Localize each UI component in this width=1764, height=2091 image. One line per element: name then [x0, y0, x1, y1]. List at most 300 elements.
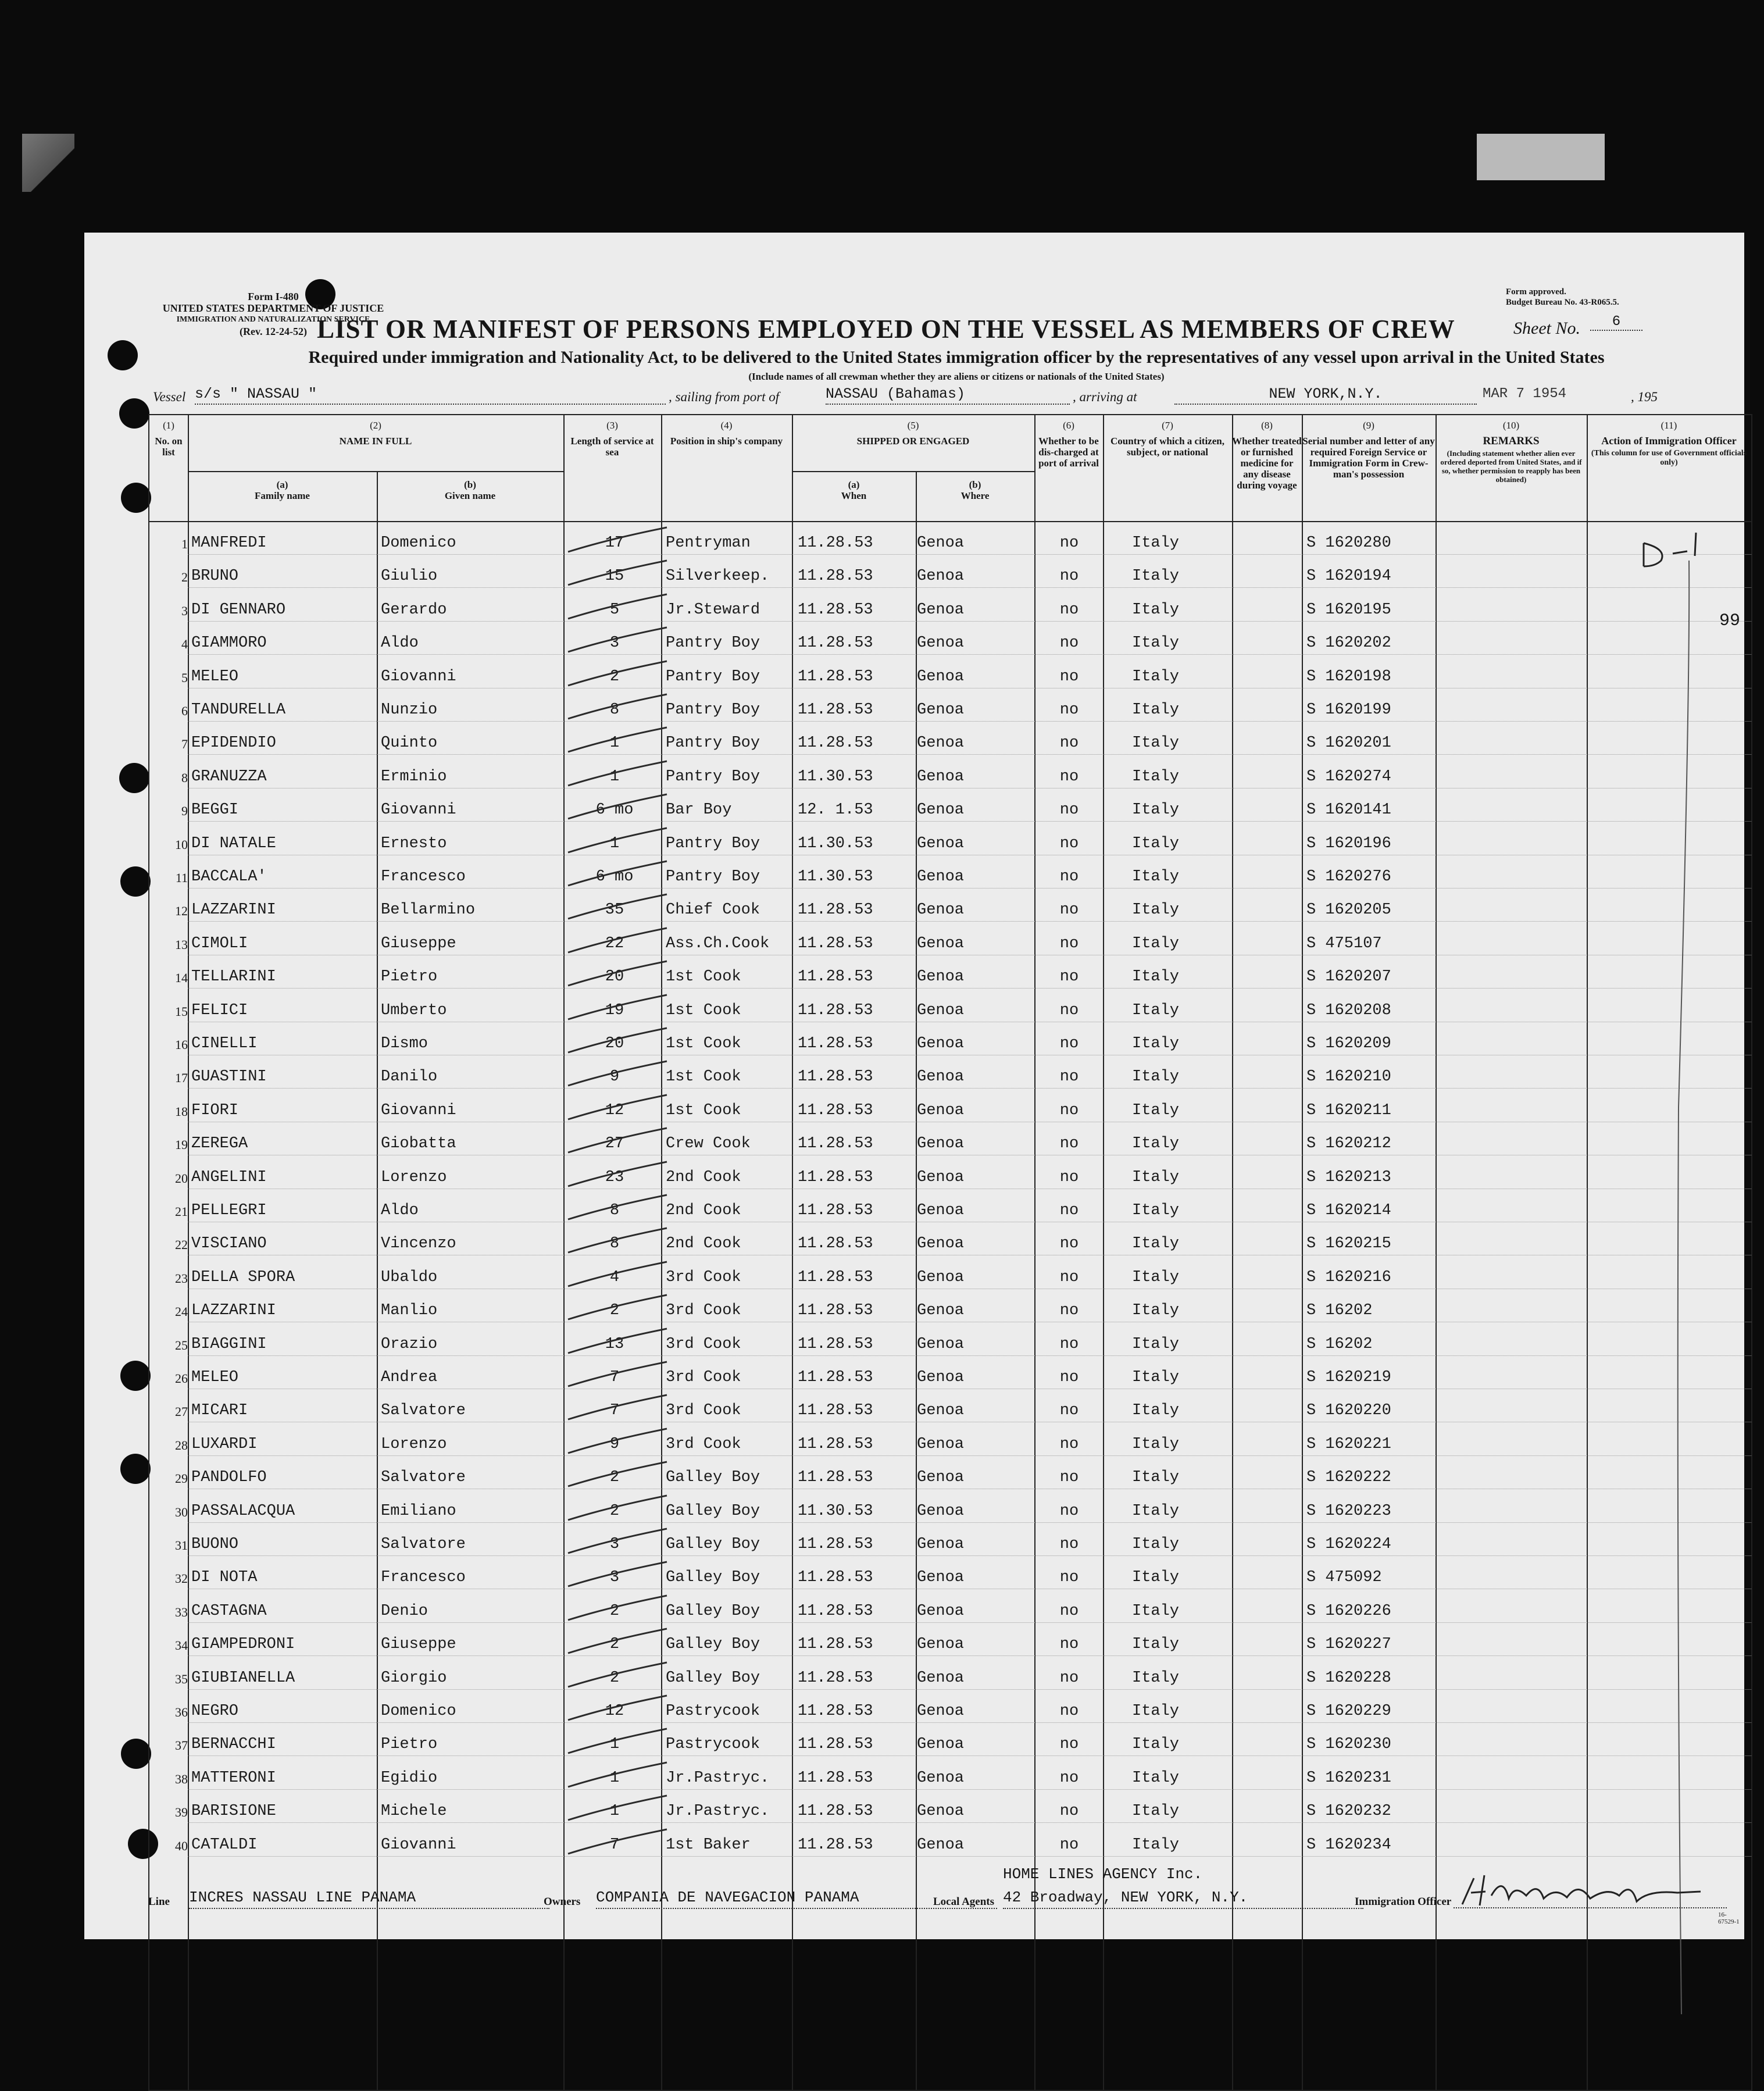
shipped-date: 11.28.53	[798, 1669, 873, 1687]
family-name: CINELLI	[191, 1035, 258, 1052]
serial-number: S 1620214	[1306, 1202, 1391, 1219]
citizenship: Italy	[1132, 568, 1180, 586]
shipped-date: 11.28.53	[798, 1335, 873, 1353]
shipped-date: 11.28.53	[798, 1435, 873, 1453]
shipped-place: Genoa	[917, 601, 965, 619]
line-value: INCRES NASSAU LINE PANAMA	[189, 1887, 549, 1909]
table-row	[149, 1391, 1751, 1425]
shipped-place: Genoa	[917, 1803, 965, 1821]
table-row	[149, 1592, 1751, 1625]
given-name: Aldo	[381, 634, 419, 652]
citizenship: Italy	[1132, 801, 1180, 819]
discharge-flag: no	[1059, 1502, 1079, 1520]
table-row	[149, 791, 1751, 824]
family-name: BACCALA'	[191, 868, 267, 886]
shipped-date: 11.28.53	[798, 1569, 873, 1587]
service-length: 8	[609, 701, 620, 719]
position: Galley Boy	[666, 1636, 760, 1654]
manifest-sheet	[84, 233, 1747, 1939]
family-name: CATALDI	[191, 1836, 258, 1854]
shipped-place: Genoa	[917, 934, 965, 952]
agents-value-line1: HOME LINES AGENCY Inc.	[1003, 1865, 1203, 1883]
given-name: Danilo	[381, 1068, 438, 1086]
service-length: 5	[609, 601, 620, 619]
service-length: 22	[605, 934, 624, 952]
given-name: Giovanni	[381, 1101, 456, 1119]
tally-stroke	[556, 1556, 673, 1591]
tally-stroke	[556, 655, 673, 690]
service-length: 19	[605, 1001, 624, 1019]
family-name: TANDURELLA	[191, 701, 286, 719]
shipped-date: 11.28.53	[798, 1602, 873, 1620]
citizenship: Italy	[1132, 1602, 1180, 1620]
shipped-place: Genoa	[917, 1536, 965, 1553]
citizenship: Italy	[1132, 868, 1180, 886]
row-number: 14	[175, 970, 188, 986]
shipped-date: 11.28.53	[798, 1001, 873, 1019]
discharge-flag: no	[1059, 801, 1079, 819]
service-length: 17	[605, 534, 624, 552]
form-note: (Include names of all crewman whether they are aliens or citizens or nationals of the United States)	[748, 371, 1165, 382]
citizenship: Italy	[1132, 1502, 1180, 1520]
shipped-date: 11.28.53	[798, 668, 873, 686]
discharge-flag: no	[1059, 634, 1079, 652]
discharge-flag: no	[1059, 668, 1079, 686]
discharge-flag: no	[1059, 901, 1079, 919]
family-name: DI NATALE	[191, 834, 276, 852]
service-length: 7	[609, 1369, 620, 1386]
serial-number: S 1620201	[1306, 734, 1391, 752]
tally-stroke	[556, 755, 673, 790]
row-number: 5	[181, 670, 188, 685]
position: Jr.Pastryc.	[666, 1803, 770, 1821]
shipped-place: Genoa	[917, 968, 965, 986]
vessel-name: s/s " NASSAU "	[195, 385, 666, 405]
col-header-length: (3) Length of service at sea	[570, 420, 654, 458]
citizenship: Italy	[1132, 1769, 1180, 1787]
shipped-place: Genoa	[917, 1302, 965, 1320]
service-length: 1	[609, 834, 620, 852]
discharge-flag: no	[1059, 1135, 1079, 1153]
service-length: 15	[605, 568, 624, 586]
position: Pantry Boy	[666, 634, 760, 652]
shipped-place: Genoa	[917, 834, 965, 852]
service-length: 6 mo	[595, 801, 634, 819]
table-row	[149, 825, 1751, 858]
family-name: GRANUZZA	[191, 768, 267, 786]
given-name: Giovanni	[381, 1836, 456, 1854]
discharge-flag: no	[1059, 1268, 1079, 1286]
agents-label: Local Agents	[933, 1896, 995, 1908]
punch-hole	[108, 340, 138, 370]
family-name: NEGRO	[191, 1703, 239, 1720]
given-name: Domenico	[381, 534, 456, 552]
col-header-remarks: (10) REMARKS (Including statement whether alien ever ordered deported from United States, and if so, whether permission to reapply has been obtained)	[1440, 420, 1582, 484]
given-name: Andrea	[381, 1369, 438, 1386]
given-name: Bellarmino	[381, 901, 476, 919]
citizenship: Italy	[1132, 668, 1180, 686]
serial-number: S 1620230	[1306, 1736, 1391, 1754]
serial-number: S 1620219	[1306, 1369, 1391, 1386]
given-name: Quinto	[381, 734, 438, 752]
service-length: 2	[609, 1602, 620, 1620]
tally-stroke	[556, 1189, 673, 1224]
shipped-place: Genoa	[917, 868, 965, 886]
shipped-date: 11.28.53	[798, 1402, 873, 1420]
tally-stroke	[556, 1222, 673, 1257]
given-name: Vincenzo	[381, 1235, 456, 1253]
discharge-flag: no	[1059, 701, 1079, 719]
table-row	[149, 925, 1751, 958]
given-name: Francesco	[381, 1569, 466, 1587]
given-name: Ubaldo	[381, 1268, 438, 1286]
table-row	[149, 1792, 1751, 1825]
shipped-place: Genoa	[917, 1202, 965, 1219]
given-name: Giuseppe	[381, 934, 456, 952]
position: 3rd Cook	[666, 1402, 741, 1420]
family-name: FELICI	[191, 1001, 248, 1019]
family-name: CIMOLI	[191, 934, 248, 952]
family-name: BUONO	[191, 1536, 239, 1553]
table-row	[149, 1425, 1751, 1458]
position: Pantry Boy	[666, 868, 760, 886]
service-length: 2	[609, 1469, 620, 1487]
serial-number: S 16202	[1306, 1302, 1373, 1320]
tally-stroke	[556, 555, 673, 590]
shipped-place: Genoa	[917, 1168, 965, 1186]
citizenship: Italy	[1132, 1135, 1180, 1153]
col-header-action: (11) Action of Immigration Officer (This column for use of Government officials only)	[1591, 420, 1747, 467]
discharge-flag: no	[1059, 1836, 1079, 1854]
row-number: 32	[175, 1571, 188, 1586]
punch-hole	[119, 398, 149, 429]
position: 2nd Cook	[666, 1235, 741, 1253]
service-length: 6 mo	[595, 868, 634, 886]
departure-port: NASSAU (Bahamas)	[826, 385, 1070, 405]
row-number: 20	[175, 1171, 188, 1186]
discharge-flag: no	[1059, 1202, 1079, 1219]
table-row	[149, 1258, 1751, 1291]
serial-number: S 1620224	[1306, 1536, 1391, 1553]
col-header-where: (b) Where	[960, 479, 990, 501]
family-name: BARISIONE	[191, 1803, 276, 1821]
shipped-place: Genoa	[917, 668, 965, 686]
given-name: Salvatore	[381, 1402, 466, 1420]
position: 2nd Cook	[666, 1202, 741, 1219]
row-number: 28	[175, 1437, 188, 1453]
sailing-label: , sailing from port of	[669, 390, 780, 404]
service-length: 2	[609, 1302, 620, 1320]
family-name: GIUBIANELLA	[191, 1669, 295, 1687]
tally-stroke	[556, 1389, 673, 1424]
shipped-date: 11.30.53	[798, 768, 873, 786]
date-stamp: MAR 7 1954	[1483, 386, 1567, 402]
citizenship: Italy	[1132, 1168, 1180, 1186]
position: Pastrycook	[666, 1703, 760, 1720]
family-name: CASTAGNA	[191, 1602, 267, 1620]
table-row	[149, 1625, 1751, 1658]
given-name: Dismo	[381, 1035, 428, 1052]
discharge-flag: no	[1059, 1001, 1079, 1019]
officer-label: Immigration Officer	[1355, 1896, 1452, 1908]
shipped-date: 11.28.53	[798, 1836, 873, 1854]
serial-number: S 1620228	[1306, 1669, 1391, 1687]
scan-corner-right	[1477, 134, 1605, 180]
position: Pantry Boy	[666, 701, 760, 719]
serial-number: S 1620216	[1306, 1268, 1391, 1286]
table-row	[149, 1759, 1751, 1792]
shipped-place: Genoa	[917, 534, 965, 552]
serial-number: S 1620232	[1306, 1803, 1391, 1821]
position: Galley Boy	[666, 1669, 760, 1687]
shipped-place: Genoa	[917, 1502, 965, 1520]
discharge-flag: no	[1059, 1669, 1079, 1687]
tally-stroke	[556, 588, 673, 623]
position: Galley Boy	[666, 1569, 760, 1587]
row-number: 15	[175, 1004, 188, 1019]
family-name: PANDOLFO	[191, 1469, 267, 1487]
family-name: BERNACCHI	[191, 1736, 276, 1754]
row-number: 7	[181, 737, 188, 752]
row3-annotation: 99	[1719, 611, 1741, 631]
shipped-place: Genoa	[917, 1602, 965, 1620]
position: Pantry Boy	[666, 668, 760, 686]
table-row	[149, 1325, 1751, 1358]
shipped-date: 11.28.53	[798, 601, 873, 619]
family-name: DELLA SPORA	[191, 1268, 295, 1286]
family-name: PASSALACQUA	[191, 1502, 295, 1520]
shipped-place: Genoa	[917, 1636, 965, 1654]
serial-number: S 475092	[1306, 1569, 1382, 1587]
family-name: LAZZARINI	[191, 1302, 276, 1320]
citizenship: Italy	[1132, 634, 1180, 652]
shipped-place: Genoa	[917, 1836, 965, 1854]
shipped-date: 11.28.53	[798, 1268, 873, 1286]
punch-hole	[120, 1361, 151, 1391]
given-name: Orazio	[381, 1335, 438, 1353]
position: Galley Boy	[666, 1602, 760, 1620]
vessel-label: Vessel	[153, 390, 186, 404]
col-header-country: (7) Country of which a citizen, subject, or national	[1110, 420, 1224, 458]
tally-stroke	[556, 855, 673, 890]
service-length: 3	[609, 1536, 620, 1553]
shipped-date: 12. 1.53	[798, 801, 873, 819]
citizenship: Italy	[1132, 1001, 1180, 1019]
discharge-flag: no	[1059, 1369, 1079, 1386]
discharge-flag: no	[1059, 934, 1079, 952]
arrival-port: NEW YORK,N.Y.	[1174, 385, 1477, 405]
approval-text: Form approved.	[1506, 287, 1566, 297]
row-number: 3	[181, 603, 188, 618]
row-number: 11	[175, 870, 188, 885]
table-row	[149, 1025, 1751, 1058]
family-name: ANGELINI	[191, 1168, 267, 1186]
citizenship: Italy	[1132, 1536, 1180, 1553]
shipped-date: 11.28.53	[798, 534, 873, 552]
table-row	[149, 1826, 1751, 1859]
serial-number: S 1620211	[1306, 1101, 1391, 1119]
serial-number: S 1620215	[1306, 1235, 1391, 1253]
discharge-flag: no	[1059, 568, 1079, 586]
table-row	[149, 958, 1751, 991]
position: Chief Cook	[666, 901, 760, 919]
tally-stroke	[556, 1824, 673, 1858]
shipped-date: 11.28.53	[798, 634, 873, 652]
service-length: 1	[609, 768, 620, 786]
punch-hole	[120, 1454, 151, 1484]
tally-stroke	[556, 1690, 673, 1725]
serial-number: S 1620229	[1306, 1703, 1391, 1720]
serial-number: S 1620207	[1306, 968, 1391, 986]
discharge-flag: no	[1059, 1736, 1079, 1754]
discharge-flag: no	[1059, 1636, 1079, 1654]
department-name: UNITED STATES DEPARTMENT OF JUSTICE	[162, 302, 384, 314]
shipped-place: Genoa	[917, 1669, 965, 1687]
shipped-place: Genoa	[917, 734, 965, 752]
serial-number: S 1620202	[1306, 634, 1391, 652]
serial-number: S 1620223	[1306, 1502, 1391, 1520]
row-number: 34	[175, 1638, 188, 1653]
col-header-family-name: (a) Family name	[255, 479, 310, 501]
given-name: Ernesto	[381, 834, 447, 852]
serial-number: S 1620222	[1306, 1469, 1391, 1487]
family-name: MANFREDI	[191, 534, 267, 552]
table-row	[149, 858, 1751, 891]
position: Pantry Boy	[666, 834, 760, 852]
row-number: 8	[181, 770, 188, 785]
row-number: 4	[181, 637, 188, 652]
service-length: 23	[605, 1168, 624, 1186]
citizenship: Italy	[1132, 534, 1180, 552]
crew-table	[148, 414, 1752, 2091]
table-row	[149, 1692, 1751, 1725]
citizenship: Italy	[1132, 1736, 1180, 1754]
family-name: DI GENNARO	[191, 601, 286, 619]
given-name: Giuseppe	[381, 1636, 456, 1654]
serial-number: S 1620196	[1306, 834, 1391, 852]
position: 1st Cook	[666, 1001, 741, 1019]
row-number: 38	[175, 1771, 188, 1786]
position: Pantry Boy	[666, 734, 760, 752]
family-name: MELEO	[191, 668, 239, 686]
given-name: Lorenzo	[381, 1168, 447, 1186]
serial-number: S 1620208	[1306, 1001, 1391, 1019]
shipped-date: 11.28.53	[798, 734, 873, 752]
tally-stroke	[556, 1256, 673, 1291]
row-number: 29	[175, 1471, 188, 1486]
owners-value: COMPANIA DE NAVEGACION PANAMA	[596, 1887, 997, 1909]
tally-stroke	[556, 1623, 673, 1658]
given-name: Domenico	[381, 1703, 456, 1720]
budget-number: Budget Bureau No. 43-R065.5.	[1506, 298, 1619, 307]
top-right-annotation	[1629, 529, 1665, 556]
tally-stroke	[556, 1757, 673, 1792]
citizenship: Italy	[1132, 768, 1180, 786]
table-row	[149, 758, 1751, 791]
serial-number: S 1620212	[1306, 1135, 1391, 1153]
discharge-flag: no	[1059, 1101, 1079, 1119]
shipped-date: 11.30.53	[798, 1502, 873, 1520]
service-length: 2	[609, 1636, 620, 1654]
family-name: BIAGGINI	[191, 1335, 267, 1353]
service-length: 8	[609, 1235, 620, 1253]
shipped-date: 11.28.53	[798, 934, 873, 952]
position: Silverkeep.	[666, 568, 770, 586]
arriving-label: , arriving at	[1073, 390, 1137, 404]
citizenship: Italy	[1132, 1836, 1180, 1854]
table-row	[149, 991, 1751, 1025]
col-header-when: (a) When	[841, 479, 867, 501]
serial-number: S 1620195	[1306, 601, 1391, 619]
serial-number: S 1620199	[1306, 701, 1391, 719]
citizenship: Italy	[1132, 1335, 1180, 1353]
table-row	[149, 1659, 1751, 1692]
family-name: DI NOTA	[191, 1569, 258, 1587]
row-number: 36	[175, 1705, 188, 1719]
family-name: ZEREGA	[191, 1135, 248, 1153]
family-name: FIORI	[191, 1101, 239, 1119]
family-name: GUASTINI	[191, 1068, 267, 1086]
tally-stroke	[556, 889, 673, 923]
row-number: 27	[175, 1404, 188, 1419]
shipped-date: 11.28.53	[798, 1235, 873, 1253]
citizenship: Italy	[1132, 901, 1180, 919]
given-name: Michele	[381, 1803, 447, 1821]
row-number: 9	[181, 804, 188, 819]
family-name: VISCIANO	[191, 1235, 267, 1253]
tally-stroke	[556, 622, 673, 656]
position: 3rd Cook	[666, 1335, 741, 1353]
service-length: 9	[609, 1068, 620, 1086]
shipped-date: 11.28.53	[798, 1101, 873, 1119]
discharge-flag: no	[1059, 1569, 1079, 1587]
row-number: 12	[175, 904, 188, 919]
given-name: Emiliano	[381, 1502, 456, 1520]
row-number: 35	[175, 1671, 188, 1686]
shipped-date: 11.28.53	[798, 1803, 873, 1821]
row-number: 2	[181, 570, 188, 585]
citizenship: Italy	[1132, 1569, 1180, 1587]
discharge-flag: no	[1059, 1602, 1079, 1620]
row-number: 25	[175, 1337, 188, 1353]
serial-number: S 1620210	[1306, 1068, 1391, 1086]
given-name: Nunzio	[381, 701, 438, 719]
agents-value-line2: 42 Broadway, NEW YORK, N.Y.	[1003, 1887, 1363, 1909]
shipped-place: Genoa	[917, 634, 965, 652]
row-number: 16	[175, 1037, 188, 1052]
family-name: BRUNO	[191, 568, 239, 586]
citizenship: Italy	[1132, 834, 1180, 852]
shipped-place: Genoa	[917, 1068, 965, 1086]
shipped-place: Genoa	[917, 1469, 965, 1487]
row-number: 13	[175, 937, 188, 952]
service-length: 7	[609, 1836, 620, 1854]
serial-number: S 1620198	[1306, 668, 1391, 686]
discharge-flag: no	[1059, 968, 1079, 986]
scan-corner-left	[22, 134, 74, 192]
service-length: 1	[609, 1803, 620, 1821]
tally-stroke	[556, 1289, 673, 1324]
discharge-flag: no	[1059, 1035, 1079, 1052]
serial-number: S 1620141	[1306, 801, 1391, 819]
shipped-date: 11.28.53	[798, 1369, 873, 1386]
given-name: Pietro	[381, 1736, 438, 1754]
row-number: 37	[175, 1738, 188, 1753]
col-header-medical: (8) Whether treated or furnished medicine for any disease during voyage	[1232, 420, 1302, 491]
serial-number: S 1620280	[1306, 534, 1391, 552]
service-length: 2	[609, 1669, 620, 1687]
tally-stroke	[556, 1490, 673, 1525]
